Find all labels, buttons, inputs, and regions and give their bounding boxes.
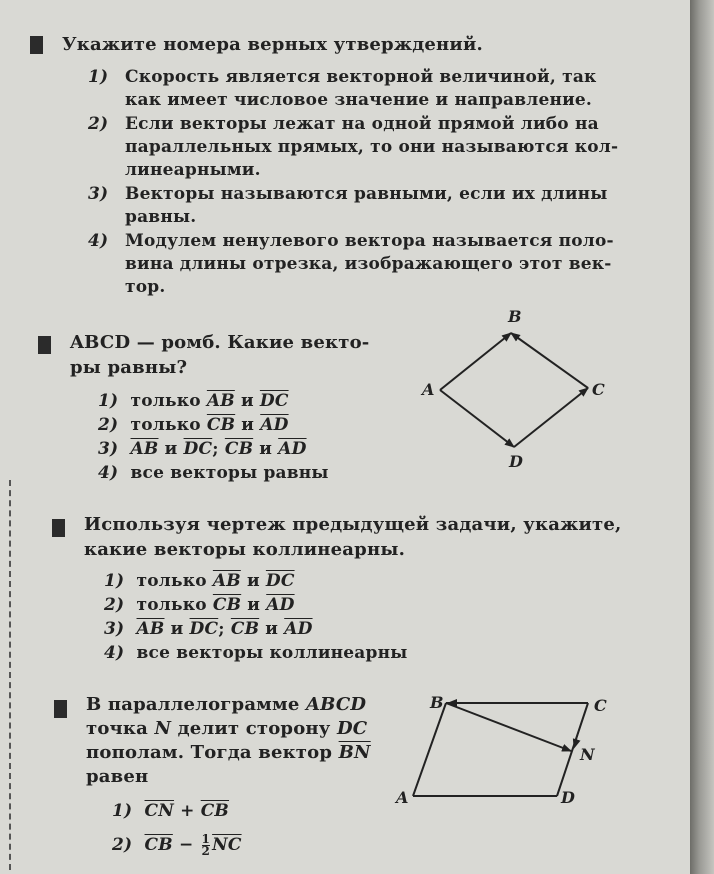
vector-ab (440, 333, 511, 390)
label-d: D (561, 788, 575, 807)
q1-item-1-line-1: Скорость является векторной величиной, так (125, 67, 597, 87)
q1-item-1-line-2: как имеет числовое значение и направление. (125, 90, 593, 110)
q3-option-3: 3) $\overline{AB}$ и $\overline{DC}$; $\overline{CB}$ и $\overline{AD}$ (104, 619, 313, 639)
q4-line-3: пополам. Тогда вектор $\overline{BN}$ (86, 742, 371, 763)
side-bc (511, 333, 588, 388)
q1-item-3-line-1: Векторы называются равными, если их длины (125, 184, 608, 204)
label-n: N (580, 745, 595, 764)
parallelogram-diagram (394, 693, 607, 807)
q4-line-2: точка N делит сторону DC (86, 718, 368, 739)
vector-cn (574, 703, 588, 748)
q3-title-line-1: Используя чертеж предыдущей задачи, укажите, (84, 514, 622, 535)
label-d: D (509, 452, 523, 471)
side-ab (413, 703, 446, 796)
q2-option-1: 1) только $\overline{AB}$ и $\overline{DC}$ (98, 391, 289, 411)
q4-line-4: равен (86, 766, 149, 787)
label-c: C (592, 380, 605, 399)
q4-option-1: 1) $\overline{CN} + \overline{CB}$ (112, 801, 230, 821)
label-a: A (422, 380, 435, 399)
q3-option-2: 2) только $\overline{CB}$ и $\overline{AD}$ (104, 595, 295, 615)
q1-item-2-line-3: линеарными. (125, 160, 261, 180)
q1-item-4-line-2: вина длины отрезка, изображающего этот век- (125, 254, 612, 274)
vector-bn (446, 703, 571, 751)
q4-option-2: 2) $\overline{CB}$ − $\frac{1}{2}$ $\overline{NC}$ (112, 832, 242, 858)
q1-item-2-line-2: параллельных прямых, то они называются кол- (125, 137, 619, 157)
q2-option-4: 4) все векторы равны (98, 463, 329, 483)
q3-option-4: 4) все векторы коллинеарны (104, 643, 408, 663)
q4-line-1: В параллелограмме ABCD (86, 694, 367, 715)
q1-title: Укажите номера верных утверждений. (62, 34, 484, 55)
q2-title-line-1: ABCD — ромб. Какие векто- (70, 332, 370, 353)
q1-item-2-line-1: Если векторы лежат на одной прямой либо на (125, 114, 599, 134)
q1-item-4-line-1: Модулем ненулевого вектора называется поло- (125, 231, 614, 251)
vector-ad (440, 390, 514, 447)
label-b: B (508, 307, 522, 326)
label-c: C (594, 696, 607, 715)
q1-item-4-number: 4) (88, 231, 109, 251)
q3-option-1: 1) только $\overline{AB}$ и $\overline{DC}$ (104, 571, 295, 591)
q1-item-2-number: 2) (88, 114, 109, 134)
q1-item-4-line-3: тор. (125, 277, 166, 297)
q1-item-3-number: 3) (88, 184, 109, 204)
page-edge-shadow (690, 0, 714, 874)
label-b: B (430, 693, 444, 712)
q2-title-line-2: ры равны? (70, 357, 188, 378)
vector-dc (514, 388, 588, 447)
q1-item-3-line-2: равны. (125, 207, 197, 227)
q2-option-2: 2) только $\overline{CB}$ и $\overline{AD}$ (98, 415, 289, 435)
q2-option-3: 3) $\overline{AB}$ и $\overline{DC}$; $\overline{CB}$ и $\overline{AD}$ (98, 439, 307, 459)
label-a: A (396, 788, 409, 807)
q3-title-line-2: какие векторы коллинеарны. (84, 539, 406, 560)
rhombus-diagram (420, 307, 605, 471)
q1-item-1-number: 1) (88, 67, 109, 87)
